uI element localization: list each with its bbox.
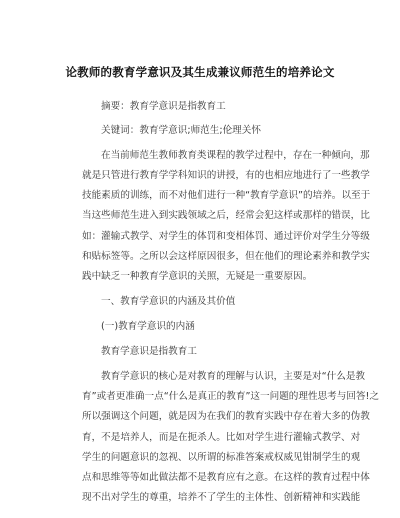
body-line: 教育学意识是指教育工: [101, 346, 197, 357]
body-line: 点和思维等等如此做法都不是教育应有之意。在这样的教育过程中体: [82, 472, 370, 483]
body-line: 和贴标签等。之所以会这样原因很多，但在他们的理论素养和教学实: [82, 251, 370, 262]
body-line: 就是只管进行教育学学科知识的讲授，有的也相应地进行了一些教学: [82, 170, 370, 181]
body-line: 现不出对学生的尊重，培养不了学生的主体性、创新精神和实践能: [82, 492, 361, 503]
body-line: 技能素质的训练，而不对他们进行一种“教育学意识”的培养。以至于: [82, 190, 371, 201]
section-heading: 一、教育学意识的内涵及其价值: [101, 296, 236, 307]
body-line: 育”或者更准确一点“什么是真正的教育”这一问题的理性思考与回答!之: [82, 391, 379, 402]
body-line: 所以强调这个问题，就是因为在我们的教育实践中存在着大多的伪教: [82, 411, 370, 422]
body-line: 如：灌输式教学、对学生的体罚和变相体罚、通过评价对学生分等级: [82, 231, 370, 242]
body-line: 当这些师范生进入到实践领域之后，经常会犯这样或那样的错误，比: [82, 210, 370, 221]
body-line: 学生的问题意识的忽视、以所谓的标准答案戒权威见钳制学生的观: [82, 452, 361, 463]
body-line: 在当前师范生教师教育类课程的教学过程中，存在一种倾向，那: [101, 150, 370, 161]
document-title: 论教师的教育学意识及其生成兼议师范生的培养论文: [65, 65, 335, 79]
abstract-line: 摘要：教育学意识是指教育工: [101, 101, 226, 112]
body-line: 教育学意识的核心是对教育的理解与认识，主要是对“什么是教: [101, 371, 366, 382]
subsection-heading: (一)教育学意识的内涵: [101, 321, 195, 332]
body-line: 育，不是培养人，而是在扼杀人。比如对学生进行灌输式教学、对: [82, 432, 361, 443]
keywords-line: 关键词：教育学意识;师范生;伦理关怀: [101, 125, 261, 136]
body-line: 践中缺乏一种教育学意识的关照，无疑是一重要原因。: [82, 271, 313, 282]
